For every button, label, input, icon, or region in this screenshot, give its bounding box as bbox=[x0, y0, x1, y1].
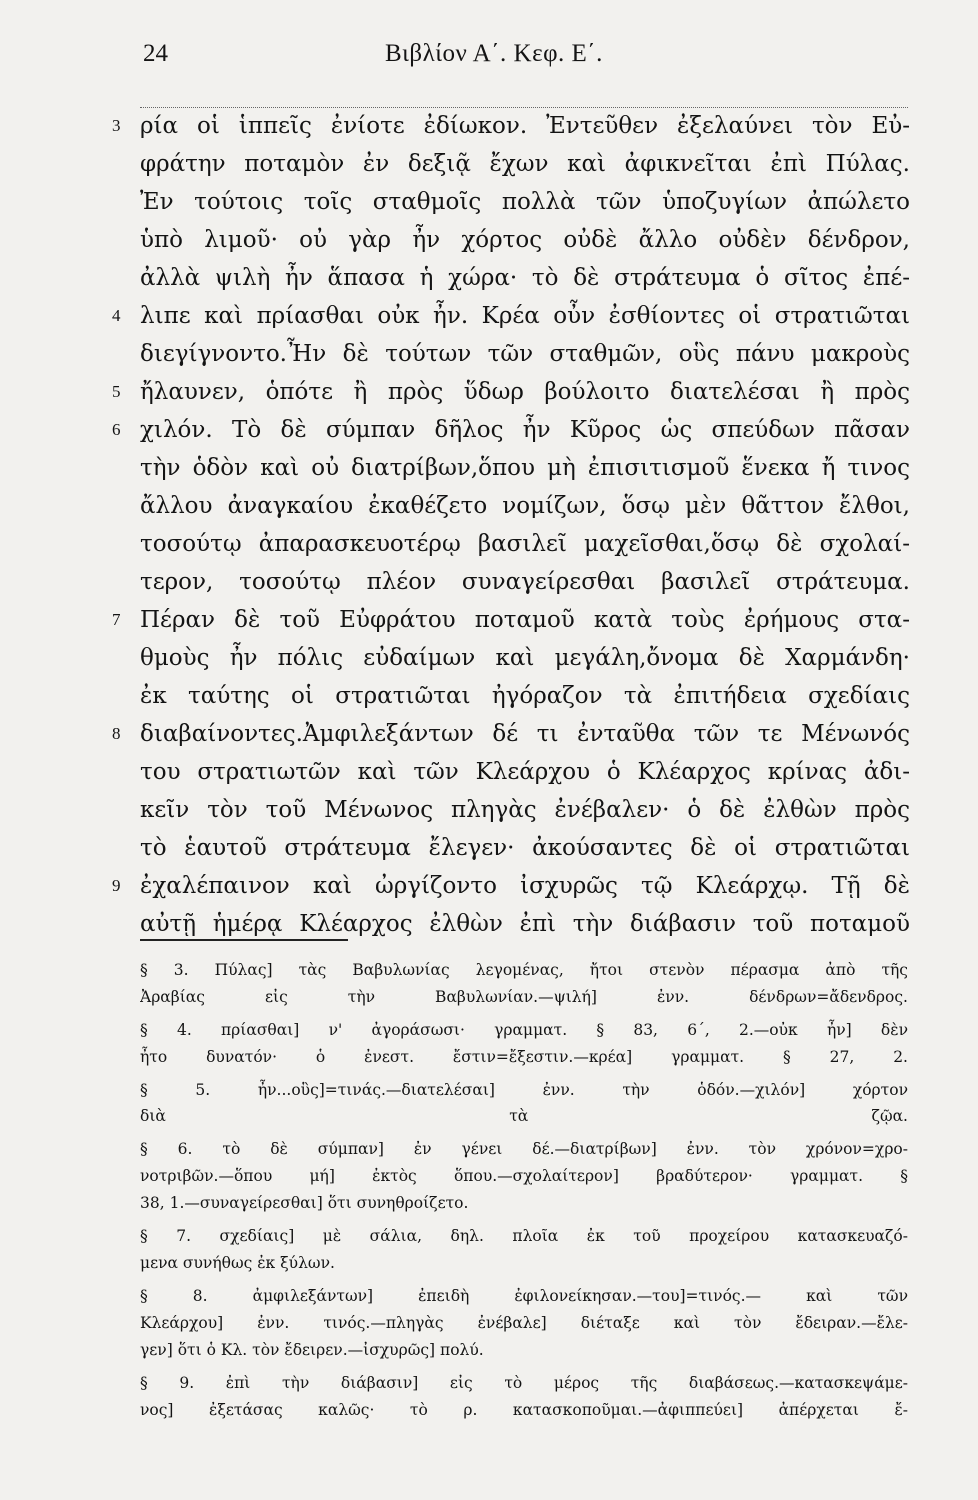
section-number: 5 bbox=[112, 382, 121, 401]
section-number: 9 bbox=[112, 876, 121, 895]
running-head: Βιβλίον Α΄. Κεφ. Ε΄. bbox=[385, 40, 603, 67]
footnote-line: § 4. πρίασθαι] ν' ἀγοράσωσι· γραμματ. § 83, 6΄, 2.—οὐκ ἦν] δὲν bbox=[140, 1021, 908, 1039]
footnote-rule bbox=[140, 939, 348, 941]
footnote-line: μενα συνήθως ἐκ ξύλων. bbox=[140, 1254, 335, 1272]
text-line: διεγίγνοντο.Ἦν δὲ τούτων τῶν σταθμῶν, οὓς πάνυ μακροὺς bbox=[140, 341, 910, 367]
footnote-line: διὰ τὰ ζῷα. bbox=[140, 1107, 908, 1125]
text-line: ἄλλου ἀναγκαίου ἐκαθέζετο νομίζων, ὅσῳ μὲν θᾶττον ἔλθοι, bbox=[140, 493, 910, 519]
footnote-line: § 7. σχεδίαις] μὲ σάλια, δηλ. πλοῖα ἐκ τοῦ προχείρου κατασκευαζό- bbox=[140, 1227, 908, 1245]
text-line: τοσούτῳ ἀπαρασκευοτέρῳ βασιλεῖ μαχεῖσθαι,ὅσῳ δὲ σχολαί- bbox=[140, 531, 910, 557]
text-line: ἐχαλέπαινον καὶ ὠργίζοντο ἰσχυρῶς τῷ Κλεάρχῳ. Τῇ δὲ bbox=[140, 873, 910, 899]
footnote-line: Ἀραβίας εἰς τὴν Βαβυλωνίαν.—ψιλή] ἐνν. δένδρων=ἄδενδρος. bbox=[140, 988, 908, 1006]
footnote-line: § 9. ἐπὶ τὴν διάβασιν] εἰς τὸ μέρος τῆς διαβάσεως.—κατασκεψάμε- bbox=[140, 1374, 908, 1392]
text-line: του στρατιωτῶν καὶ τῶν Κλεάρχου ὁ Κλέαρχος κρίνας ἀδι- bbox=[140, 759, 910, 785]
footnote-line: § 5. ἦν...οὓς]=τινάς.—διατελέσαι] ἐνν. τὴν ὁδόν.—χιλόν] χόρτον bbox=[140, 1081, 908, 1099]
footnote-line: ἦτο δυνατόν· ὁ ἐνεστ. ἔστιν=ἔξεστιν.—κρέα] γραμματ. § 27, 2. bbox=[140, 1048, 908, 1066]
page-number: 24 bbox=[143, 40, 168, 67]
text-line: Πέραν δὲ τοῦ Εὐφράτου ποταμοῦ κατὰ τοὺς ἐρήμους στα- bbox=[140, 607, 910, 633]
text-line: φράτην ποταμὸν ἐν δεξιᾷ ἔχων καὶ ἀφικνεῖται ἐπὶ Πύλας. bbox=[140, 151, 910, 177]
text-line: αὐτῇ ἡμέρᾳ Κλέαρχος ἐλθὼν ἐπὶ τὴν διάβασιν τοῦ ποταμοῦ bbox=[140, 911, 910, 937]
footnote-line: νοτριβῶν.—ὅπου μή] ἐκτὸς ὅπου.—σχολαίτερον] βραδύτερον· γραμματ. § bbox=[140, 1167, 908, 1185]
section-number: 6 bbox=[112, 420, 121, 439]
footnote-line: Κλεάρχου] ἐνν. τινός.—πληγὰς ἐνέβαλε] διέταξε καὶ τὸν ἔδειραν.—ἔλε- bbox=[140, 1314, 908, 1332]
footnote-line: § 3. Πύλας] τὰς Βαβυλωνίας λεγομένας, ἤτοι στενὸν πέρασμα ἀπὸ τῆς bbox=[140, 961, 908, 979]
footnote-line: 38, 1.—συναγείρεσθαι] ὅτι συνηθροίζετο. bbox=[140, 1194, 469, 1212]
text-line: κεῖν τὸν τοῦ Μένωνος πληγὰς ἐνέβαλεν· ὁ δὲ ἐλθὼν πρὸς bbox=[140, 797, 910, 823]
section-number: 8 bbox=[112, 724, 121, 743]
section-number: 7 bbox=[112, 610, 121, 629]
text-line: Ἐν τούτοις τοῖς σταθμοῖς πολλὰ τῶν ὑποζυγίων ἀπώλετο bbox=[140, 189, 910, 215]
section-number: 4 bbox=[112, 306, 121, 325]
text-line: λιπε καὶ πρίασθαι οὐκ ἦν. Κρέα οὖν ἐσθίοντες οἱ στρατιῶται bbox=[140, 303, 910, 329]
text-line: θμοὺς ἦν πόλις εὐδαίμων καὶ μεγάλη,ὄνομα δὲ Χαρμάνδη· bbox=[140, 645, 910, 671]
section-number bbox=[112, 902, 130, 946]
text-line: τὴν ὁδὸν καὶ οὐ διατρίβων,ὅπου μὴ ἐπισιτισμοῦ ἕνεκα ἤ τινος bbox=[140, 455, 910, 481]
text-line: τὸ ἑαυτοῦ στράτευμα ἔλεγεν· ἀκούσαντες δὲ οἱ στρατιῶται bbox=[140, 835, 910, 861]
text-line: ὑπὸ λιμοῦ· οὐ γὰρ ἦν χόρτος οὐδὲ ἄλλο οὐδὲν δένδρον, bbox=[140, 227, 910, 253]
text-line: χιλόν. Τὸ δὲ σύμπαν δῆλος ἦν Κῦρος ὡς σπεύδων πᾶσαν bbox=[140, 417, 910, 443]
section-number: 3 bbox=[112, 116, 121, 135]
footnote-line: § 8. ἀμφιλεξάντων] ἐπειδὴ ἐφιλονείκησαν.—του]=τινός.— καὶ τῶν bbox=[140, 1287, 908, 1305]
text-line: ἤλαυνεν, ὁπότε ἢ πρὸς ὕδωρ βούλοιτο διατελέσαι ἢ πρὸς bbox=[140, 379, 910, 405]
page-header bbox=[0, 30, 978, 90]
footnote-line: νος] ἐξετάσας καλῶς· τὸ ρ. κατασκοποῦμαι.—ἀφιππεύει] ἀπέρχεται ἔ- bbox=[140, 1401, 908, 1419]
footnote-line: § 6. τὸ δὲ σύμπαν] ἐν γένει δέ.—διατρίβων] ἐνν. τὸν χρόνον=χρο- bbox=[140, 1140, 908, 1158]
text-line: ἀλλὰ ψιλὴ ἦν ἅπασα ἡ χώρα· τὸ δὲ στράτευμα ὁ σῖτος ἐπέ- bbox=[140, 265, 910, 291]
text-line: ρία οἱ ἱππεῖς ἐνίοτε ἐδίωκον. Ἐντεῦθεν ἐξελαύνει τὸν Εὐ- bbox=[140, 113, 910, 139]
text-line: ἐκ ταύτης οἱ στρατιῶται ἠγόραζον τὰ ἐπιτήδεια σχεδίαις bbox=[140, 683, 910, 709]
text-line: διαβαίνοντες.Ἀμφιλεξάντων δέ τι ἐνταῦθα τῶν τε Μένωνός bbox=[140, 721, 910, 747]
text-line: τερον, τοσούτῳ πλέον συναγείρεσθαι βασιλεῖ στράτευμα. bbox=[140, 569, 910, 595]
footnote-line: γεν] ὅτι ὁ Κλ. τὸν ἔδειρεν.—ἰσχυρῶς] πολύ. bbox=[140, 1341, 484, 1359]
